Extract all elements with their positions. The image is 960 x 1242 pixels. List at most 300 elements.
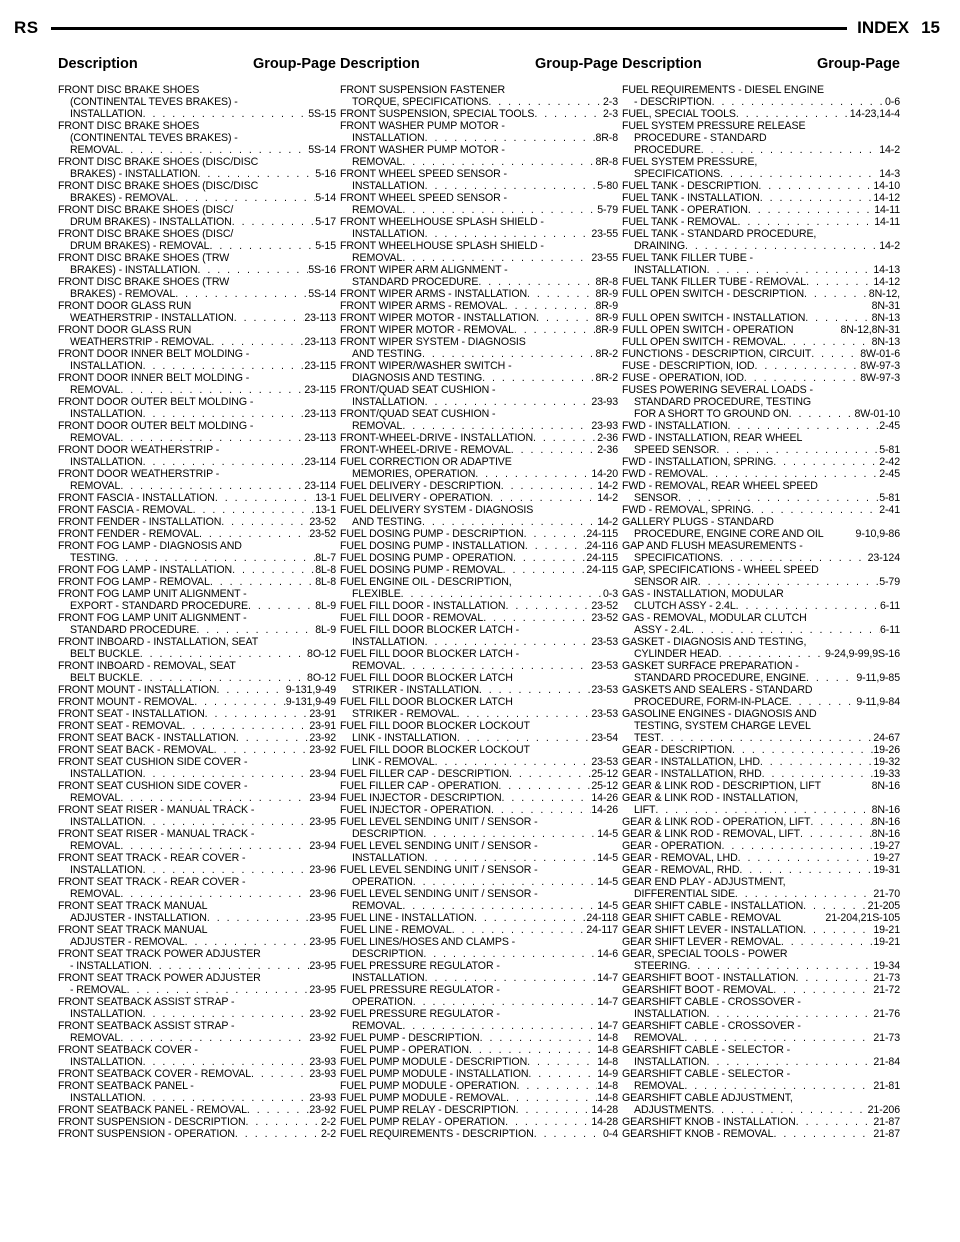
index-entry — [340, 552, 618, 564]
leader-dots — [687, 960, 873, 972]
entry-line — [340, 660, 618, 672]
index-entry — [340, 1032, 618, 1044]
index-entry — [622, 468, 900, 480]
entry-line — [58, 456, 336, 468]
index-entry — [58, 780, 336, 804]
entry-line — [340, 420, 618, 432]
index-entry — [622, 180, 900, 192]
entry-text: FWD - INSTALLATION, REAR WHEEL — [622, 432, 803, 444]
entry-text: FUEL PUMP MODULE - REMOVAL — [340, 1092, 507, 1104]
entry-text: INSTALLATION — [70, 768, 143, 780]
entry-page-ref: 2-36 — [597, 444, 618, 456]
entry-text: FRONT SEAT CUSHION SIDE COVER - — [58, 756, 248, 768]
entry-text: CLUTCH ASSY - 2.4L — [634, 600, 736, 612]
entry-line — [340, 348, 618, 360]
index-entry — [622, 708, 900, 744]
entry-line — [622, 468, 900, 480]
entry-page-ref: 8N-16 — [871, 816, 900, 828]
entry-page-ref: 23-52 — [591, 612, 618, 624]
entry-line — [340, 948, 618, 960]
entry-page-ref: 2-3 — [602, 96, 618, 108]
entry-line — [622, 840, 900, 852]
entry-page-ref: 5-14 — [315, 192, 336, 204]
entry-text: GEAR - REMOVAL, RHD — [622, 864, 740, 876]
entry-page-ref: 14-9 — [597, 1068, 618, 1080]
entry-text: FRONT FOG LAMP - DIAGNOSIS AND — [58, 540, 242, 552]
entry-text: OPERATION — [352, 876, 413, 888]
entry-text: DIFFERENTIAL SIDE — [634, 888, 735, 900]
entry-page-ref: 14-2 — [597, 516, 618, 528]
leader-dots — [402, 420, 591, 432]
entry-page-ref: 23-113 — [304, 408, 336, 420]
entry-text: FUEL PUMP RELAY - OPERATION — [340, 1116, 506, 1128]
leader-dots — [402, 204, 597, 216]
entry-text: FRONT/QUAD SEAT CUSHION - — [340, 408, 496, 420]
entry-text: INSTALLATION — [634, 1056, 707, 1068]
entry-page-ref: 2-42 — [879, 456, 900, 468]
index-entry — [58, 732, 336, 744]
index-entry — [622, 108, 900, 120]
leader-dots — [720, 552, 868, 564]
entry-text: GEAR & LINK ROD - DESCRIPTION, LIFT — [622, 780, 821, 792]
entry-page-ref: 8W-97-3 — [860, 372, 900, 384]
entry-text: FRONT-WHEEL-DRIVE - REMOVAL — [340, 444, 511, 456]
index-entry — [340, 1092, 618, 1104]
entry-line — [340, 1068, 618, 1080]
entry-line — [622, 1008, 900, 1020]
entry-text: GEARSHIFT CABLE - CROSSOVER - — [622, 996, 801, 1008]
header-rule — [51, 27, 847, 30]
index-entry — [58, 1128, 336, 1140]
entry-text: FRONT SEATBACK PANEL - REMOVAL — [58, 1104, 247, 1116]
entry-text: STANDARD PROCEDURE — [352, 276, 479, 288]
entry-page-ref: 0-4 — [602, 1128, 618, 1140]
entry-page-ref: 19-27 — [873, 852, 900, 864]
entry-page-ref: 23-114 — [304, 456, 336, 468]
entry-page-ref: 14-26 — [591, 804, 618, 816]
index-entry — [622, 1128, 900, 1140]
entry-page-ref: 23-93 — [591, 420, 618, 432]
index-entry — [340, 84, 618, 108]
leader-dots — [735, 888, 873, 900]
entry-line — [58, 552, 336, 564]
entry-text: INSTALLATION — [70, 1008, 143, 1020]
leader-dots — [120, 1032, 309, 1044]
leader-dots — [475, 468, 591, 480]
entry-page-ref: 8R-8 — [595, 156, 618, 168]
entry-text: (CONTINENTAL TEVES BRAKES) - — [70, 132, 238, 144]
leader-dots — [805, 312, 871, 324]
leader-dots — [705, 468, 879, 480]
leader-dots — [452, 924, 587, 936]
entry-page-ref: 5S-15 — [308, 108, 336, 120]
entry-page-ref: 14-2 — [597, 480, 618, 492]
entry-page-ref: 5-17 — [315, 216, 336, 228]
entry-page-ref: 9-10,9-86 — [855, 528, 900, 540]
entry-text: FUEL LEVEL SENDING UNIT / SENSOR - — [340, 840, 538, 852]
entry-page-ref: 0-3 — [602, 588, 618, 600]
entry-text: DRAINING — [634, 240, 685, 252]
index-column-1 — [58, 56, 336, 1140]
entry-text: OPERATION — [352, 996, 413, 1008]
entry-text: GAP, SPECIFICATIONS - WHEEL SPEED — [622, 564, 819, 576]
entry-text: FUEL FILLER CAP - OPERATION — [340, 780, 499, 792]
index-entry — [622, 252, 900, 276]
entry-text: FUEL PUMP MODULE - INSTALLATION — [340, 1068, 529, 1080]
entry-page-ref: 19-21 — [873, 936, 900, 948]
leader-dots — [719, 648, 825, 660]
entry-line — [340, 1092, 618, 1104]
entry-line — [340, 588, 618, 600]
entry-line — [340, 1020, 618, 1032]
index-entry — [58, 588, 336, 612]
entry-line — [58, 732, 336, 744]
entry-page-ref: 5-79 — [879, 576, 900, 588]
entry-text: INSTALLATION — [352, 132, 425, 144]
entry-text: FUEL DELIVERY - DESCRIPTION — [340, 480, 501, 492]
index-entry — [340, 456, 618, 480]
leader-dots — [804, 288, 869, 300]
entry-text: FRONT WIPER ARMS - INSTALLATION — [340, 288, 528, 300]
entry-line — [58, 360, 336, 372]
entry-page-ref: 9-11,9-84 — [856, 696, 900, 708]
leader-dots — [796, 1116, 874, 1128]
entry-text: FRONT SUSPENSION - DESCRIPTION — [58, 1116, 246, 1128]
entry-page-ref: 9-131,9-49 — [285, 684, 336, 696]
entry-line — [622, 504, 900, 516]
entry-text: SENSOR AIR — [634, 576, 698, 588]
entry-page-ref: 23-53 — [591, 636, 618, 648]
entry-text: FRONT SEAT TRACK POWER ADJUSTER — [58, 972, 261, 984]
entry-text: REMOVAL — [352, 900, 403, 912]
entry-line — [58, 888, 336, 900]
entry-text: REMOVAL — [634, 1080, 685, 1092]
entry-text: FRONT DISC BRAKE SHOES (DISC/ — [58, 228, 234, 240]
entry-page-ref: 23-95 — [309, 984, 336, 996]
entry-text: FRONT INBOARD - INSTALLATION, SEAT — [58, 636, 259, 648]
entry-text: FRONT WIPER MOTOR - REMOVAL — [340, 324, 514, 336]
entry-line — [58, 1128, 336, 1140]
entry-text: FUEL LINE - REMOVAL — [340, 924, 452, 936]
index-entry — [340, 648, 618, 672]
leader-dots — [143, 1056, 310, 1068]
index-entry — [622, 984, 900, 996]
entry-line — [622, 408, 900, 420]
leader-dots — [691, 624, 880, 636]
entry-page-ref: 25-12 — [591, 768, 618, 780]
entry-text: FUEL TANK - DESCRIPTION — [622, 180, 759, 192]
entry-page-ref: 23-55 — [591, 228, 618, 240]
entry-text: MEMORIES, OPERATION — [352, 468, 476, 480]
entry-text: GAS - REMOVAL, MODULAR CLUTCH — [622, 612, 807, 624]
index-entry — [340, 744, 618, 768]
entry-text: FRONT MOUNT - INSTALLATION — [58, 684, 217, 696]
entry-page-ref: 14-28 — [591, 1116, 618, 1128]
leader-dots — [760, 192, 874, 204]
index-entry — [622, 288, 900, 312]
entry-page-ref: 14-11 — [874, 204, 900, 216]
entry-line — [58, 504, 336, 516]
index-entry — [340, 444, 618, 456]
index-entry — [622, 756, 900, 768]
entry-text: REMOVAL — [352, 1020, 403, 1032]
index-entry — [622, 1092, 900, 1116]
entry-text: REMOVAL — [634, 1032, 685, 1044]
entry-text: GASKETS AND SEALERS - STANDARD — [622, 684, 813, 696]
index-entry — [340, 1080, 618, 1092]
entry-text: FUEL FILL DOOR - INSTALLATION — [340, 600, 506, 612]
index-entry — [340, 336, 618, 360]
entry-line — [340, 828, 618, 840]
entry-line — [58, 288, 336, 300]
entry-page-ref: 14-8 — [597, 1056, 618, 1068]
entry-page-ref: 14-12 — [873, 276, 900, 288]
index-entry — [58, 1020, 336, 1044]
index-entry — [340, 624, 618, 648]
column-heading-group-page: Group-Page — [817, 56, 900, 72]
leader-dots — [120, 384, 304, 396]
leader-dots — [143, 768, 310, 780]
leader-dots — [423, 828, 597, 840]
entry-line — [340, 852, 618, 864]
entry-page-ref: 21-70 — [873, 888, 900, 900]
index-entry — [622, 1020, 900, 1044]
entry-text: FUEL DOSING PUMP - REMOVAL — [340, 564, 503, 576]
entry-page-ref: 8W-97-3 — [860, 360, 900, 372]
entry-line — [622, 144, 900, 156]
leader-dots — [246, 1116, 321, 1128]
entry-text: INSTALLATION — [70, 108, 143, 120]
entry-text: FWD - REMOVAL, REAR WHEEL SPEED — [622, 480, 818, 492]
leader-dots — [120, 480, 304, 492]
entry-line — [58, 240, 336, 252]
entry-page-ref: 8L-8 — [315, 576, 336, 588]
entry-text: FRONT WIPER MOTOR - INSTALLATION — [340, 312, 537, 324]
leader-dots — [425, 132, 596, 144]
entry-text: FUEL DELIVERY - OPERATION — [340, 492, 491, 504]
leader-dots — [149, 960, 310, 972]
leader-dots — [525, 540, 587, 552]
leader-dots — [127, 984, 310, 996]
index-entry — [340, 960, 618, 984]
entry-text: FRONT DISC BRAKE SHOES — [58, 120, 200, 132]
index-entry — [340, 312, 618, 324]
index-entry — [622, 204, 900, 216]
entry-line — [340, 564, 618, 576]
entry-text: GEAR END PLAY - ADJUSTMENT, — [622, 876, 786, 888]
entry-line — [622, 972, 900, 984]
entry-text: REMOVAL — [352, 660, 403, 672]
entry-line — [622, 624, 900, 636]
leader-dots — [120, 888, 309, 900]
entry-page-ref: 14-2 — [879, 240, 900, 252]
entry-line — [58, 672, 336, 684]
entry-text: BRAKES) - REMOVAL — [70, 192, 176, 204]
entry-text: FRONT DOOR GLASS RUN — [58, 324, 192, 336]
entry-page-ref: 13-1 — [315, 504, 336, 516]
entry-page-ref: 14-5 — [597, 828, 618, 840]
leader-dots — [509, 768, 591, 780]
entry-text: FLEXIBLE — [352, 588, 401, 600]
entry-text: FRONT SEATBACK COVER - REMOVAL — [58, 1068, 252, 1080]
leader-dots — [247, 1104, 309, 1116]
entry-page-ref: 23-52 — [591, 600, 618, 612]
entry-line — [340, 552, 618, 564]
entry-text: FRONT SEATBACK PANEL - — [58, 1080, 194, 1092]
index-entry — [622, 420, 900, 432]
entry-list — [622, 84, 900, 1140]
entry-text: FWD - INSTALLATION, SPRING — [622, 456, 774, 468]
entry-line — [58, 840, 336, 852]
index-entry — [58, 852, 336, 876]
index-entry — [622, 924, 900, 936]
entry-text: REMOVAL — [352, 420, 403, 432]
leader-dots — [413, 996, 597, 1008]
entry-line — [622, 192, 900, 204]
index-entry — [622, 1116, 900, 1128]
index-entry — [58, 948, 336, 972]
entry-page-ref: 21-204,21S-105 — [825, 912, 900, 924]
entry-page-ref: 21-206 — [867, 1104, 900, 1116]
entry-text: TEST — [634, 732, 661, 744]
entry-line — [340, 1032, 618, 1044]
index-entry — [58, 804, 336, 828]
entry-text: GEAR SHIFT CABLE - INSTALLATION — [622, 900, 804, 912]
entry-page-ref: 5-79 — [597, 204, 618, 216]
leader-dots — [800, 828, 872, 840]
index-entry — [622, 192, 900, 204]
entry-line — [58, 624, 336, 636]
entry-text: FUEL LEVEL SENDING UNIT / SENSOR - — [340, 816, 538, 828]
entry-text: FRONT SEAT BACK - REMOVAL — [58, 744, 214, 756]
leader-dots — [806, 276, 873, 288]
entry-text: STEERING — [634, 960, 688, 972]
leader-dots — [701, 144, 879, 156]
entry-page-ref: 23-94 — [309, 792, 336, 804]
entry-text: BRAKES) - INSTALLATION — [70, 168, 198, 180]
entry-page-ref: 9-11,9-85 — [856, 672, 900, 684]
entry-line — [340, 780, 618, 792]
entry-line — [622, 1116, 900, 1128]
entry-text: FULL OPEN SWITCH - INSTALLATION — [622, 312, 806, 324]
entry-line — [58, 1008, 336, 1020]
entry-line — [340, 516, 618, 528]
leader-dots — [236, 732, 309, 744]
entry-text: FRONT DOOR INNER BELT MOLDING - — [58, 372, 250, 384]
leader-dots — [198, 168, 316, 180]
entry-page-ref: 23-94 — [309, 768, 336, 780]
entry-line — [340, 732, 618, 744]
page-title: INDEX — [857, 18, 910, 37]
entry-text: ADJUSTER - INSTALLATION — [70, 912, 207, 924]
leader-dots — [175, 288, 308, 300]
entry-text: FUNCTIONS - DESCRIPTION, CIRCUIT — [622, 348, 812, 360]
entry-text: BRAKES) - REMOVAL — [70, 288, 176, 300]
entry-page-ref: 8O-12 — [307, 672, 336, 684]
entry-text: FUEL FILL DOOR BLOCKER LATCH — [340, 696, 513, 708]
entry-text: GASKET SURFACE PREPARATION - — [622, 660, 799, 672]
entry-page-ref: 8N-31 — [871, 300, 900, 312]
entry-page-ref: 21-87 — [873, 1116, 900, 1128]
entry-line — [340, 876, 618, 888]
entry-text: GEARSHIFT CABLE ADJUSTMENT, — [622, 1092, 793, 1104]
leader-dots — [402, 156, 595, 168]
leader-dots — [498, 780, 591, 792]
entry-text: FUEL, SPECIAL TOOLS — [622, 108, 736, 120]
entry-line — [340, 276, 618, 288]
entry-page-ref: 23-92 — [309, 1032, 336, 1044]
entry-text: FUEL TANK - OPERATION — [622, 204, 748, 216]
index-entry — [58, 708, 336, 720]
index-entry — [58, 1044, 336, 1068]
index-column-2 — [340, 56, 618, 1140]
index-entry — [58, 828, 336, 852]
entry-text: STANDARD PROCEDURE, ENGINE — [634, 672, 807, 684]
entry-line — [58, 696, 336, 708]
entry-text: REMOVAL — [352, 204, 403, 216]
entry-line — [58, 792, 336, 804]
leader-dots — [143, 108, 309, 120]
leader-dots — [739, 864, 873, 876]
entry-line — [340, 468, 618, 480]
entry-page-ref: 21-87 — [873, 1128, 900, 1140]
index-entry — [340, 540, 618, 552]
entry-text: FRONT DISC BRAKE SHOES (TRW — [58, 252, 230, 264]
entry-text: GEAR - OPERATION — [622, 840, 722, 852]
entry-text: FRONT SEAT - INSTALLATION — [58, 708, 205, 720]
entry-line — [58, 984, 336, 996]
entry-page-ref: 14-28 — [591, 1104, 618, 1116]
index-entry — [622, 636, 900, 660]
index-entry — [58, 300, 336, 324]
leader-dots — [422, 516, 597, 528]
entry-page-ref: 19-26 — [873, 744, 900, 756]
entry-line — [340, 1104, 618, 1116]
leader-dots — [479, 684, 591, 696]
index-entry — [340, 360, 618, 384]
page-number: 15 — [921, 18, 940, 37]
entry-line — [58, 600, 336, 612]
entry-line — [58, 720, 336, 732]
leader-dots — [517, 1080, 598, 1092]
entry-page-ref: 14-26 — [591, 792, 618, 804]
index-entry — [58, 528, 336, 540]
entry-text: FRONT FASCIA - REMOVAL — [58, 504, 193, 516]
leader-dots — [736, 600, 880, 612]
leader-dots — [773, 984, 873, 996]
index-entry — [340, 144, 618, 168]
entry-page-ref: 23-55 — [591, 252, 618, 264]
entry-text: STRIKER - INSTALLATION — [352, 684, 479, 696]
entry-page-ref: 14-23,14-4 — [849, 108, 900, 120]
entry-text: FRONT SEATBACK ASSIST STRAP - — [58, 1020, 235, 1032]
leader-dots — [120, 792, 309, 804]
entry-text: BRAKES) - INSTALLATION — [70, 264, 198, 276]
entry-page-ref: 23-92 — [309, 1104, 336, 1116]
entry-text: FUEL PUMP MODULE - OPERATION — [340, 1080, 517, 1092]
index-entry — [340, 240, 618, 264]
index-entry — [340, 492, 618, 504]
index-entry — [58, 120, 336, 156]
entry-text: FWD - REMOVAL — [622, 468, 706, 480]
index-entry — [58, 756, 336, 780]
entry-text: TORQUE, SPECIFICATIONS — [352, 96, 489, 108]
entry-line — [622, 276, 900, 288]
entry-line — [622, 108, 900, 120]
index-entry — [622, 348, 900, 360]
entry-text: DESCRIPTION — [352, 828, 424, 840]
entry-text: FRONT SEAT TRACK MANUAL — [58, 924, 208, 936]
